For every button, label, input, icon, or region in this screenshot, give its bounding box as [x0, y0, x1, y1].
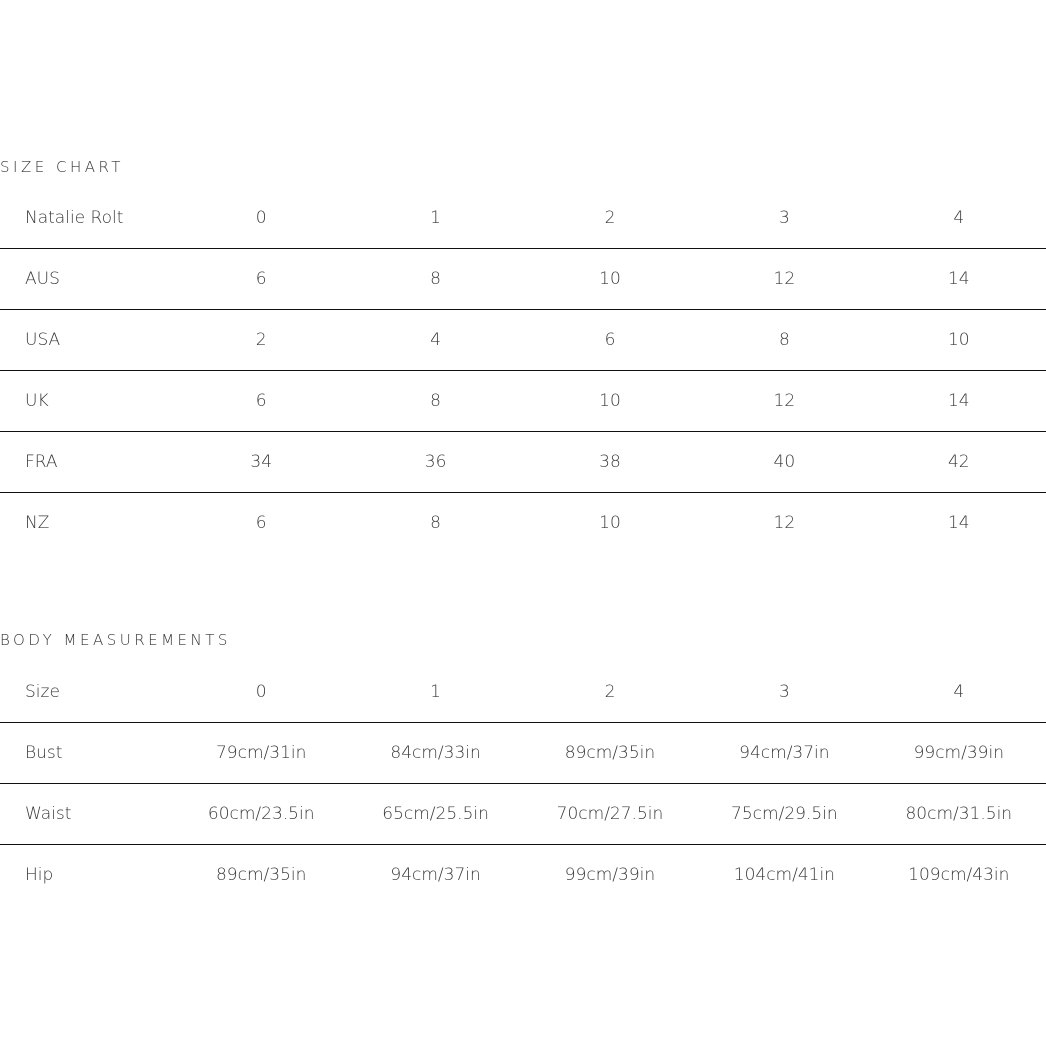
table-cell: 10 — [599, 513, 621, 533]
table-cell: 94cm/37in — [697, 723, 871, 784]
row-label: AUS — [0, 249, 174, 310]
table-cell: 12 — [697, 249, 871, 310]
table-cell: 60cm/23.5in — [174, 784, 348, 845]
row-label: Hip — [25, 865, 54, 885]
header-cell: 0 — [174, 662, 348, 723]
table-cell: 6 — [523, 310, 697, 371]
row-label: Waist — [0, 784, 174, 845]
table-cell: 94cm/37in — [390, 865, 481, 885]
header-cell: 3 — [697, 662, 871, 723]
table-cell: 65cm/25.5in — [348, 784, 522, 845]
table-row — [0, 493, 1046, 554]
table-cell: 6 — [174, 249, 348, 310]
table-cell: 89cm/35in — [215, 865, 307, 885]
table-cell: 34 — [174, 432, 348, 493]
table-cell: 14 — [872, 249, 1046, 310]
table-cell: 6 — [174, 371, 348, 432]
table-cell: 42 — [872, 432, 1046, 493]
header-cell: Size — [0, 662, 174, 723]
header-cell: 2 — [523, 188, 697, 249]
header-cell: 1 — [348, 188, 522, 249]
header-cell: 4 — [872, 188, 1046, 249]
header-cell: Natalie Rolt — [0, 188, 174, 249]
body-measurements-header-row — [0, 662, 1046, 723]
table-cell: 10 — [523, 371, 697, 432]
table-cell: 12 — [773, 513, 796, 533]
table-cell: 38 — [523, 432, 697, 493]
size-chart-title: SIZE CHART — [0, 158, 124, 176]
table-cell: 10 — [872, 310, 1046, 371]
table-cell: 99cm/39in — [564, 865, 656, 885]
header-cell: 4 — [872, 662, 1046, 723]
table-cell: 36 — [348, 432, 522, 493]
table-row — [0, 784, 1046, 845]
body-measurements-title: BODY MEASUREMENTS — [0, 631, 231, 649]
table-cell: 79cm/31in — [174, 723, 348, 784]
table-cell: 2 — [174, 310, 348, 371]
table-cell: 84cm/33in — [348, 723, 522, 784]
table-row — [0, 371, 1046, 432]
table-row — [0, 845, 1046, 906]
table-cell: 14 — [947, 513, 970, 533]
table-row — [0, 249, 1046, 310]
table-cell: 4 — [348, 310, 522, 371]
table-cell: 75cm/29.5in — [697, 784, 871, 845]
table-cell: 8 — [430, 513, 441, 533]
row-label: FRA — [0, 432, 174, 493]
table-cell: 12 — [697, 371, 871, 432]
table-cell: 8 — [348, 371, 522, 432]
table-cell: 8 — [348, 249, 522, 310]
header-cell: 2 — [523, 662, 697, 723]
size-chart-header-row — [0, 188, 1046, 249]
table-cell: 10 — [523, 249, 697, 310]
table-cell: 14 — [872, 371, 1046, 432]
header-cell: 1 — [348, 662, 522, 723]
size-chart-table — [0, 188, 1046, 553]
table-cell: 6 — [255, 513, 267, 533]
table-cell: 40 — [697, 432, 871, 493]
table-cell: 99cm/39in — [872, 723, 1046, 784]
table-row — [0, 723, 1046, 784]
table-cell: 70cm/27.5in — [523, 784, 697, 845]
table-cell: 104cm/41in — [733, 865, 835, 885]
table-cell: 109cm/43in — [908, 865, 1010, 885]
header-cell: 3 — [697, 188, 871, 249]
row-label: Bust — [0, 723, 174, 784]
table-cell: 80cm/31.5in — [872, 784, 1046, 845]
row-label: NZ — [25, 513, 50, 533]
header-cell: 0 — [174, 188, 348, 249]
row-label: USA — [0, 310, 174, 371]
table-cell: 89cm/35in — [523, 723, 697, 784]
row-label: UK — [0, 371, 174, 432]
table-cell: 8 — [697, 310, 871, 371]
table-row — [0, 310, 1046, 371]
body-measurements-table — [0, 662, 1046, 905]
table-row — [0, 432, 1046, 493]
